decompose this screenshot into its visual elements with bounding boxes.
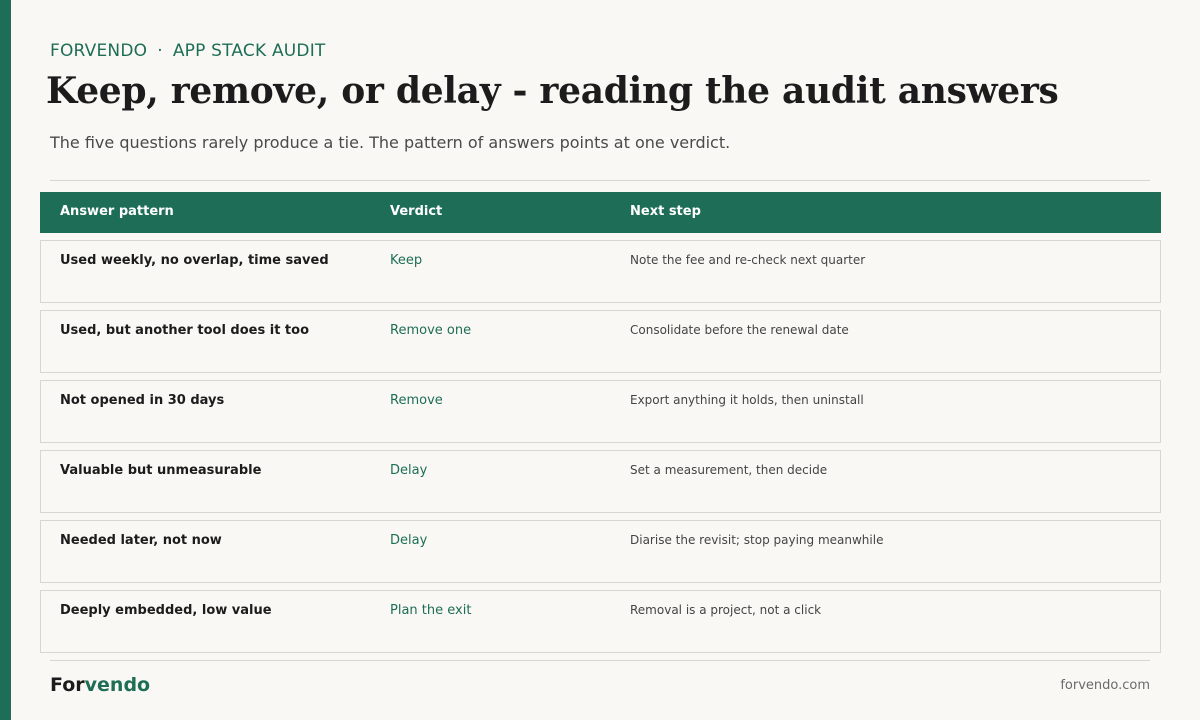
verdict-cell: Remove [390, 393, 443, 408]
divider-top [50, 180, 1150, 181]
answer-pattern-cell: Valuable but unmeasurable [60, 463, 262, 478]
column-header-pattern: Answer pattern [60, 204, 174, 219]
next-step-cell: Consolidate before the renewal date [630, 323, 849, 337]
table-row [40, 240, 1161, 303]
footer-site-url: forvendo.com [1060, 678, 1150, 693]
answer-pattern-cell: Needed later, not now [60, 533, 222, 548]
eyebrow-brand: FORVENDO [50, 41, 148, 61]
verdict-cell: Delay [390, 533, 428, 548]
divider-bottom [50, 660, 1150, 661]
eyebrow-section: APP STACK AUDIT [172, 41, 326, 61]
footer-logo [50, 674, 150, 696]
next-step-cell: Export anything it holds, then uninstall [630, 393, 864, 407]
table-row [40, 450, 1161, 513]
table-row [40, 310, 1161, 373]
table-row [40, 590, 1161, 653]
column-header-verdict: Verdict [390, 204, 443, 219]
verdict-cell: Plan the exit [390, 603, 472, 618]
accent-bar [0, 0, 11, 720]
eyebrow [50, 41, 326, 61]
answer-pattern-cell: Used, but another tool does it too [60, 323, 310, 338]
verdict-cell: Delay [390, 463, 428, 478]
table-row [40, 520, 1161, 583]
answer-pattern-cell: Deeply embedded, low value [60, 603, 272, 618]
logo-part-vendo: vendo [84, 674, 151, 696]
logo-part-for: For [50, 674, 85, 696]
page-subtitle: The five questions rarely produce a tie. The pattern of answers points at one verdict. [50, 133, 731, 152]
verdict-cell: Remove one [390, 323, 472, 338]
table-header [40, 192, 1161, 233]
page-title: Keep, remove, or delay - reading the audit answers [46, 70, 1059, 112]
table-body [40, 240, 1161, 660]
answer-pattern-cell: Used weekly, no overlap, time saved [60, 253, 329, 268]
table-row [40, 380, 1161, 443]
column-header-next-step: Next step [630, 204, 701, 219]
eyebrow-separator: · [157, 41, 163, 61]
next-step-cell: Removal is a project, not a click [630, 603, 822, 617]
next-step-cell: Diarise the revisit; stop paying meanwhile [630, 533, 884, 547]
next-step-cell: Set a measurement, then decide [630, 463, 828, 477]
answer-pattern-cell: Not opened in 30 days [60, 393, 225, 408]
next-step-cell: Note the fee and re-check next quarter [630, 253, 866, 267]
verdict-cell: Keep [390, 253, 423, 268]
